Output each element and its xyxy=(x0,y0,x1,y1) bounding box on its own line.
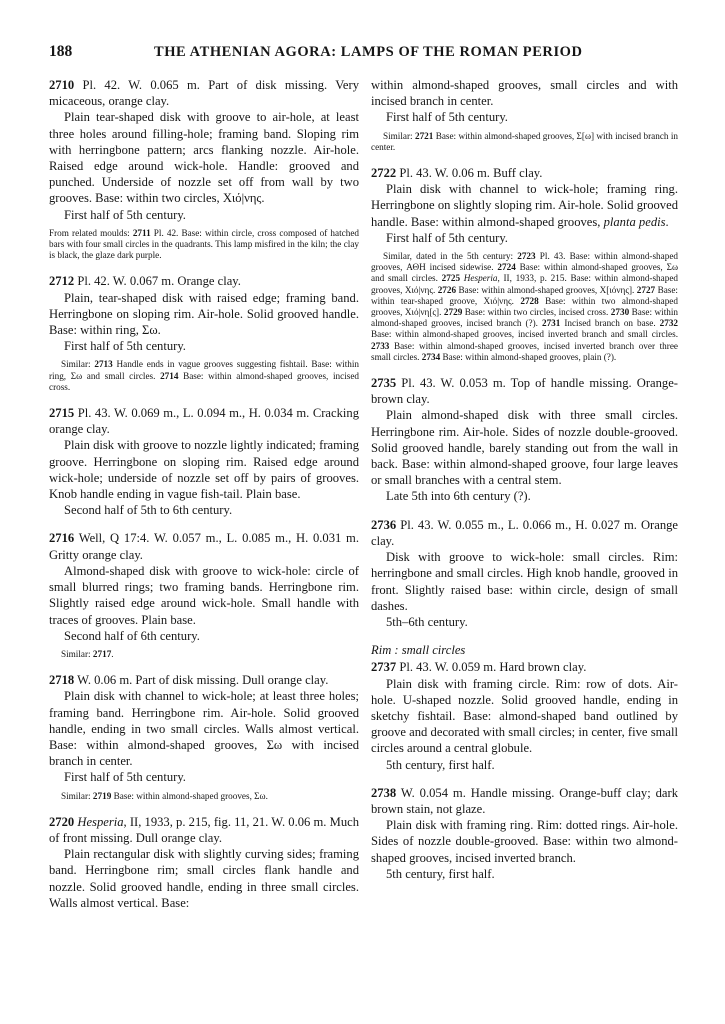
related-number: 2733 xyxy=(371,340,390,351)
related-number: 2730 xyxy=(610,307,630,318)
entry-details: Pl. 43. W. 0.069 m., L. 0.094 m., H. 0.034 m. Cracking orange clay. xyxy=(49,406,359,437)
catalogue-number: 2722 xyxy=(371,166,397,181)
entry-date: First half of 5th century. xyxy=(386,230,508,245)
note-text: Base: within almond-shaped grooves, Σ[ω] with incised branch in center. xyxy=(371,130,678,152)
entry-heading xyxy=(371,659,678,675)
similar-note xyxy=(49,649,359,660)
related-number: 2729 xyxy=(443,307,463,318)
related-number: 2711 xyxy=(132,227,151,238)
entry-heading xyxy=(371,517,678,549)
description-text: Plain disk with channel to wick-hole; framing ring. Herringbone on slightly sloping rim. Air-hole. Solid grooved handle. Base: within almond-shaped grooves, xyxy=(371,182,678,229)
catalogue-entry-2736 xyxy=(371,517,678,630)
entry-description: Plain tear-shaped disk with groove to air-hole, at least three holes around filling-hole; framing band. Sloping rim with herringbone pattern; arcs flanking nozzle. Air-hole. Raised edge around wick-hole. Handle: grooved and punched. Underside of nozzle set off from wall by two grooves. Base: within two circles, Χιό|νης. xyxy=(49,110,359,206)
entry-details: Pl. 42. W. 0.065 m. Part of disk missing. Very micaceous, orange clay. xyxy=(49,78,359,109)
catalogue-number: 2718 xyxy=(49,673,75,688)
related-number: 2727 xyxy=(636,284,656,295)
right-column xyxy=(371,77,678,894)
entry-details: Pl. 42. W. 0.067 m. Orange clay. xyxy=(74,274,241,289)
section-heading: Rim : small circles xyxy=(371,643,466,658)
note-text: Base: within almond-shaped grooves, Σω. xyxy=(111,790,268,801)
entry-details: Pl. 43. W. 0.055 m., L. 0.066 m., H. 0.027 m. Orange clay. xyxy=(371,517,678,548)
related-number: 2734 xyxy=(421,351,441,362)
catalogue-entry-2718 xyxy=(49,672,359,802)
entry-heading xyxy=(49,405,359,437)
catalogue-entry-2715 xyxy=(49,405,359,518)
note-text: , II, 1933, p. 215. Base: within almond-shaped grooves, Χιό|νης. xyxy=(371,273,678,295)
note-text: Handle ends in vague grooves suggesting fishtail. Base: within ring, Σω and small circles. xyxy=(49,359,359,381)
related-number: 2728 xyxy=(520,295,539,306)
entry-date: 5th century, first half. xyxy=(386,757,495,772)
note-text: Incised branch on base. xyxy=(560,318,660,329)
catalogue-number: 2716 xyxy=(49,531,75,546)
related-number: 2724 xyxy=(497,262,516,273)
running-title: THE ATHENIAN AGORA: LAMPS OF THE ROMAN PERIOD xyxy=(154,44,583,60)
entry-description: Plain disk with framing circle. Rim: row of dots. Air-hole. U-shaped nozzle. Solid grooved handle, ending in sketchy fishtail. Base: almond-shaped band outlined by groove and decorated with small circles; in center, five small circles around a central globule. xyxy=(371,676,678,756)
note-text: Base: within almond-shaped grooves, Χ[ιόνης]. xyxy=(456,284,637,295)
catalogue-number: 2720 xyxy=(49,814,75,829)
catalogue-entry-2716 xyxy=(49,530,359,660)
note-text: Similar, dated in the 5th century: xyxy=(383,251,518,262)
catalogue-entry-2712 xyxy=(49,273,359,393)
note-text: Base: within tear-shaped groove, Χιό|νης. xyxy=(371,284,678,306)
entry-details: Pl. 43. W. 0.059 m. Hard brown clay. xyxy=(396,660,587,675)
catalogue-number: 2712 xyxy=(49,274,75,289)
note-text: . xyxy=(111,648,114,659)
entry-description: Plain disk with groove to nozzle lightly indicated; framing groove. Herringbone on sloping rim. Raised edge around wick-hole; underside of nozzle set off by pairs of grooves. Knob handle ending in vague fish-tail. Plain base. xyxy=(49,438,359,502)
note-text: Similar: xyxy=(61,359,95,370)
note-text: Base: within two almond-shaped grooves, Χιό|νη[ς]. xyxy=(371,295,678,318)
similar-note xyxy=(371,251,678,363)
entry-date: 5th century, first half. xyxy=(386,866,495,881)
entry-date: First half of 5th century. xyxy=(64,770,186,785)
entry-heading xyxy=(49,273,359,289)
entry-heading xyxy=(49,814,359,846)
entry-heading xyxy=(371,785,678,817)
note-text: Base: within almond-shaped grooves, incised cross. xyxy=(49,370,359,392)
note-text: Base: within almond-shaped grooves, Σω and small circles. xyxy=(371,262,678,284)
entry-heading xyxy=(49,672,359,688)
catalogue-number: 2735 xyxy=(371,376,397,391)
related-number: 2717 xyxy=(92,648,112,659)
page-number: 188 xyxy=(49,43,73,60)
entry-description: Plain disk with framing ring. Rim: dotted rings. Air-hole. Sides of nozzle double-grooved. Base: within two almond-shaped grooves, incised inverted branch. xyxy=(371,818,678,865)
catalogue-number: 2715 xyxy=(49,406,75,421)
catalogue-entry-2737 xyxy=(371,659,678,772)
catalogue-entry-2720-continued xyxy=(371,77,678,153)
related-number: 2732 xyxy=(659,318,678,329)
catalogue-number: 2736 xyxy=(371,517,397,532)
similar-note xyxy=(49,791,359,802)
related-number: 2713 xyxy=(94,359,113,370)
entry-heading xyxy=(49,77,359,109)
note-text: Base: within almond-shaped grooves, incised branch (?). xyxy=(371,307,679,329)
entry-description: Plain, tear-shaped disk with raised edge; framing band. Herringbone on sloping rim. Air-hole. Solid grooved handle. Base: within ring, Σω. xyxy=(49,290,359,338)
entry-date: Second half of 6th century. xyxy=(64,628,200,643)
entry-description: within almond-shaped grooves, small circles and with incised branch in center. xyxy=(371,78,678,109)
related-number: 2725 xyxy=(441,273,461,284)
catalogue-entry-2735 xyxy=(371,375,678,505)
related-number: 2721 xyxy=(414,130,434,141)
entry-description: Plain almond-shaped disk with three small circles. Herringbone rim. Air-hole. Sides of nozzle double-grooved. Solid grooved handle, barely standing out from the wall in back. Base: within almond-shaped groove, four large leaves or small branches with a central stem. xyxy=(371,408,678,488)
journal-title: Hesperia xyxy=(463,273,498,284)
entry-date: First half of 5th century. xyxy=(64,339,186,354)
related-number: 2726 xyxy=(437,284,457,295)
catalogue-entry-2710 xyxy=(49,77,359,261)
entry-description: Disk with groove to wick-hole: small circles. Rim: herringbone and small circles. High knob handle, grooved in front. Slightly raised base: within circle, design of small dashes. xyxy=(371,550,678,613)
description-italic: planta pedis xyxy=(603,214,666,229)
note-text: Base: within two circles, incised cross. xyxy=(462,307,611,318)
note-text: Similar: xyxy=(61,790,93,801)
note-text: Base: within almond-shaped grooves, plain (?). xyxy=(440,351,617,362)
related-number: 2719 xyxy=(92,790,112,801)
entry-details: W. 0.06 m. Part of disk missing. Dull orange clay. xyxy=(74,673,329,688)
related-note xyxy=(49,228,359,262)
entry-date: First half of 5th century. xyxy=(64,207,186,222)
entry-details: Pl. 43. W. 0.053 m. Top of handle missing. Orange-brown clay. xyxy=(371,376,678,407)
journal-title: Hesperia xyxy=(77,814,124,829)
related-number: 2723 xyxy=(517,251,536,262)
similar-note xyxy=(49,359,359,393)
entry-description xyxy=(371,181,678,230)
entry-date: First half of 5th century. xyxy=(386,110,508,125)
running-header xyxy=(49,43,677,63)
entry-description: Plain rectangular disk with slightly curving sides; framing band. Herringbone rim; small circles flank handle and nozzle. Solid grooved handle, ending in three small circles. Walls almost vertical. Base: xyxy=(49,847,359,910)
entry-heading xyxy=(371,165,678,181)
entry-details: Pl. 43. W. 0.06 m. Buff clay. xyxy=(396,166,543,181)
entry-heading xyxy=(371,375,678,407)
note-text: Base: within almond-shaped grooves, incised inverted branch and small circles. xyxy=(371,329,678,340)
note-text: Base: within almond-shaped grooves, incised inverted branch over three small circles. xyxy=(371,340,678,362)
entry-description: Plain disk with channel to wick-hole; at least three holes; framing band. Herringbone rim. Air-hole. Solid grooved handle, ending in two small circles. Walls almost vertical. Base: within almond-shaped grooves, Σω with incised branch in center. xyxy=(49,689,359,769)
catalogue-entry-2738 xyxy=(371,785,678,882)
description-end: . xyxy=(665,214,669,229)
entry-details: Well, Q 17:4. W. 0.057 m., L. 0.085 m., H. 0.031 m. Gritty orange clay. xyxy=(49,531,359,562)
similar-note xyxy=(371,131,678,153)
entry-description: Almond-shaped disk with groove to wick-hole: circle of small blurred rings; two framing bands. Herringbone rim. Slightly raised edge around wick-hole. Small handle with traces of grooves. Plain base. xyxy=(49,563,359,627)
catalogue-number: 2737 xyxy=(371,660,397,675)
entry-details: , II, 1933, p. 215, fig. 11, 21. W. 0.06 m. Much of front missing. Dull orange clay. xyxy=(49,814,359,845)
note-text: Similar: xyxy=(383,130,415,141)
entry-date: Late 5th into 6th century (?). xyxy=(386,489,531,504)
related-number: 2714 xyxy=(160,370,179,381)
entry-date: Second half of 5th to 6th century. xyxy=(64,503,233,518)
note-text: From related moulds: xyxy=(49,227,133,238)
left-column xyxy=(49,77,359,923)
catalogue-number: 2738 xyxy=(371,785,397,800)
entry-date: 5th–6th century. xyxy=(386,614,468,629)
entry-heading xyxy=(49,530,359,562)
catalogue-number: 2710 xyxy=(49,78,75,92)
related-number: 2731 xyxy=(541,318,561,329)
note-text: Pl. 42. Base: within circle, cross composed of hatched bars with four small circles in the quadrants. This lamp misfired in the kiln; the clay is black, the glaze dark purple. xyxy=(49,227,360,261)
note-text: Pl. 43. Base: within almond-shaped grooves, ΑΘΗ incised sidewise. xyxy=(371,251,678,273)
catalogue-entry-2720 xyxy=(49,814,359,911)
entry-details: W. 0.054 m. Handle missing. Orange-buff clay; dark brown stain, not glaze. xyxy=(371,785,678,816)
catalogue-entry-2722 xyxy=(371,165,678,363)
note-text: Similar: xyxy=(61,648,93,659)
